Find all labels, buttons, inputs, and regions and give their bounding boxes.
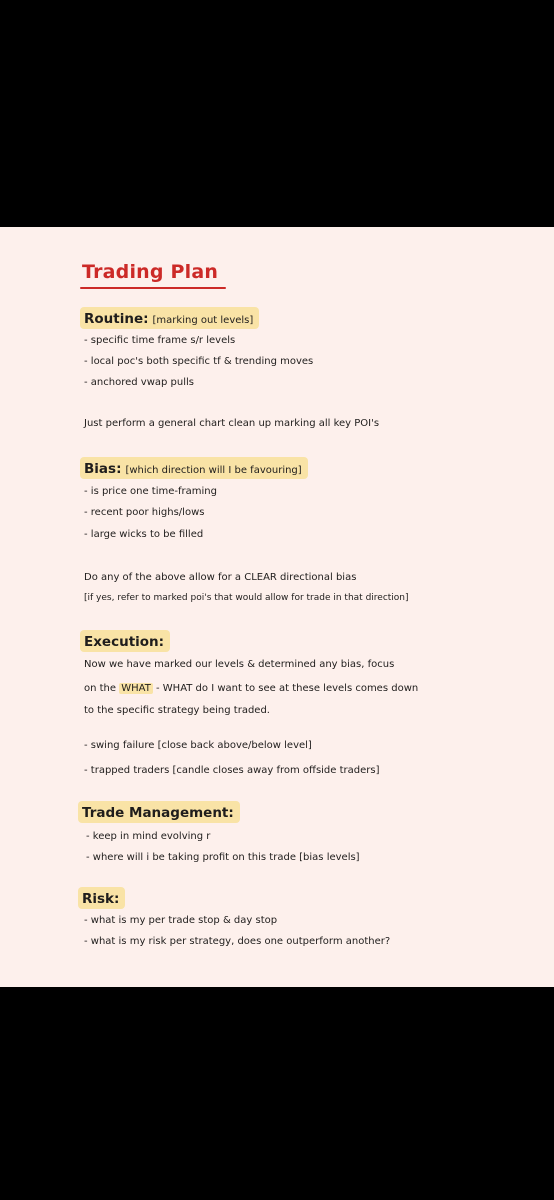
routine-heading-label: Routine: [84, 311, 149, 327]
routine-heading [80, 307, 259, 329]
bias-item: - is price one time-framing [84, 486, 217, 497]
bias-heading [80, 457, 308, 479]
execution-item: - swing failure [close back above/below level] [84, 740, 312, 751]
bias-question: Do any of the above allow for a CLEAR directional bias [84, 572, 357, 583]
routine-item: - specific time frame s/r levels [84, 335, 236, 346]
risk-heading-label: Risk: [82, 891, 120, 907]
execution-text: on the [84, 683, 120, 694]
document-title: Trading Plan [82, 261, 219, 283]
risk-heading [78, 887, 125, 909]
trade-management-item: - keep in mind evolving r [86, 831, 211, 842]
bias-item: - large wicks to be filled [84, 529, 204, 540]
execution-text: - WHAT do I want to see at these levels comes down [152, 683, 419, 694]
title-underline [80, 287, 226, 289]
risk-item: - what is my risk per strategy, does one outperform another? [84, 936, 391, 947]
risk-item: - what is my per trade stop & day stop [84, 915, 278, 926]
bias-item: - recent poor highs/lows [84, 507, 205, 518]
what-highlight: WHAT [121, 683, 151, 694]
execution-heading-label: Execution: [84, 634, 165, 650]
routine-item: - local poc's both specific tf & trending moves [84, 356, 314, 367]
routine-item: - anchored vwap pulls [84, 377, 194, 388]
bias-heading-note: [which direction will I be favouring] [125, 465, 302, 476]
execution-item: - trapped traders [candle closes away from offside traders] [84, 765, 380, 776]
bias-heading-label: Bias: [84, 461, 122, 477]
trade-management-item: - where will i be taking profit on this trade [bias levels] [86, 852, 360, 863]
execution-paragraph-line: to the specific strategy being traded. [84, 705, 270, 716]
execution-paragraph-line: Now we have marked our levels & determined any bias, focus [84, 659, 395, 670]
routine-summary: Just perform a general chart clean up marking all key POI's [84, 418, 380, 429]
routine-heading-note: [marking out levels] [152, 315, 254, 326]
execution-heading [80, 630, 170, 652]
execution-paragraph-line [84, 682, 418, 695]
trade-management-heading [78, 801, 240, 823]
trading-plan-document [0, 227, 554, 987]
trade-management-heading-label: Trade Management: [82, 805, 234, 821]
bias-question-note: [if yes, refer to marked poi's that would allow for trade in that direction] [84, 593, 409, 603]
